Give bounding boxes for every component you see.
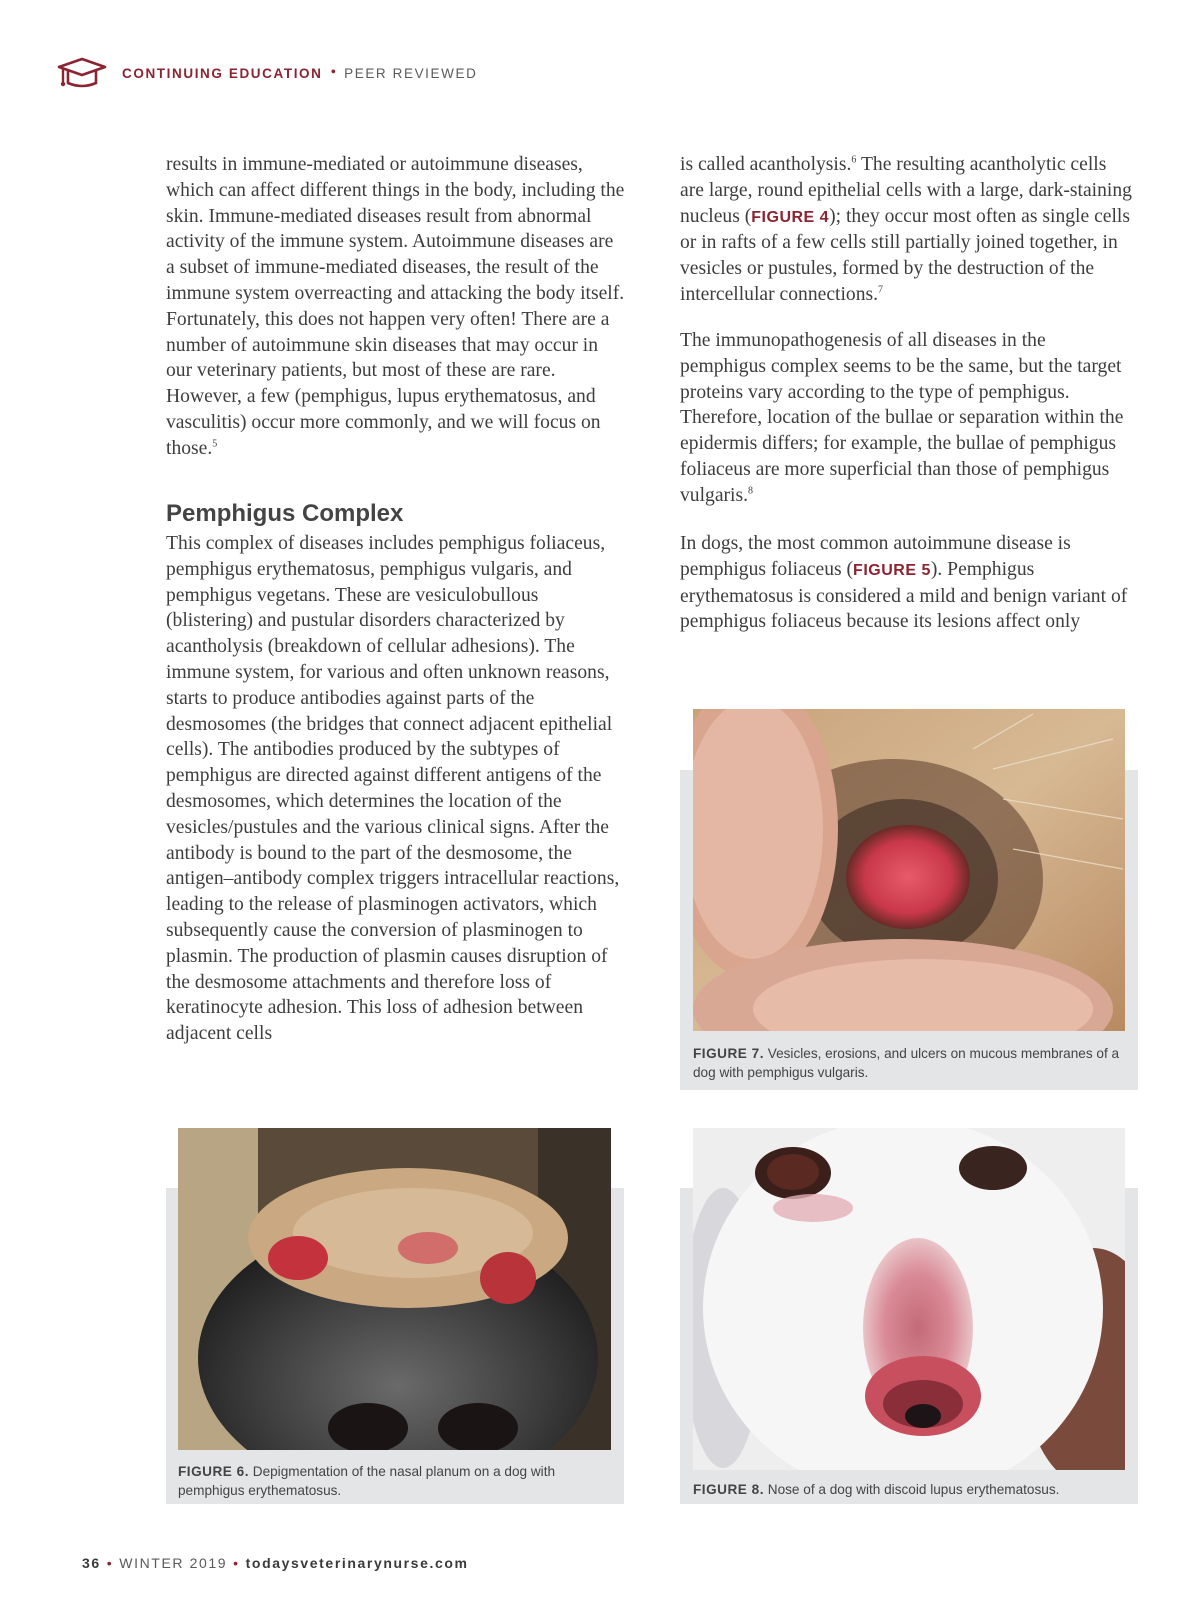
figure-8-caption: FIGURE 8. Nose of a dog with discoid lupus erythematosus. [693, 1482, 1060, 1497]
graduation-cap-icon [56, 56, 108, 90]
reference-8: 8 [748, 485, 754, 497]
dog-lip-lesion-image [693, 709, 1125, 1031]
page-number: 36 [82, 1555, 101, 1571]
footer-separator-2: • [233, 1555, 240, 1571]
figure-6-photo [178, 1128, 611, 1450]
reference-5: 5 [212, 438, 218, 450]
subsection-label: PEER REVIEWED [344, 65, 478, 81]
section-label: CONTINUING EDUCATION [122, 65, 323, 81]
foliaceus-paragraph: In dogs, the most common autoimmune disease is pemphigus foliaceus (FIGURE 5). Pemphigus erythematosus is considered a mild and benign variant of pemphigus foliaceus because its lesions affect only [680, 533, 1128, 633]
issue-label: WINTER 2019 [119, 1555, 228, 1571]
figure-8-label: FIGURE 8. [693, 1482, 764, 1497]
page-footer [82, 1555, 469, 1571]
reference-6: 6 [851, 154, 857, 166]
figure-5-reference[interactable]: FIGURE 5 [853, 561, 931, 579]
figure-6-caption: FIGURE 6. Depigmentation of the nasal planum on a dog with pemphigus erythematosus. [178, 1464, 556, 1498]
figure-4-reference[interactable]: FIGURE 4 [751, 208, 830, 226]
dog-face-lupus-image [693, 1128, 1125, 1470]
figure-6-label: FIGURE 6. [178, 1464, 249, 1479]
figure-8-photo [693, 1128, 1125, 1470]
figure-7-photo [693, 709, 1125, 1031]
website-link[interactable]: todaysveterinarynurse.com [245, 1555, 469, 1571]
header-separator: • [330, 64, 337, 81]
immunopathogenesis-paragraph: The immunopathogenesis of all diseases in the pemphigus complex seems to be the same, but the target proteins vary according to the type of pemphigus. Therefore, location of the bullae or separation within the epidermis differs; for example, the bullae of pemphigus foliaceus are more superficial than those of pemphigus vulgaris.$^8$ [680, 330, 1124, 506]
intro-paragraph: results in immune-mediated or autoimmune diseases, which can affect different things in the body, including the skin. Immune-mediated diseases result from abnormal activity of the immune system. Autoimmune diseases are a subset of immune-mediated diseases, the result of the immune system overreacting and attacking the body itself. Fortunately, this does not happen very often! There are a number of autoimmune skin diseases that may occur in our veterinary patients, but most of these are rare. However, a few (pemphigus, lupus erythematosus, and vasculitis) occur more commonly, and we will focus on those.$^5$ [166, 154, 625, 459]
figure-7-label: FIGURE 7. [693, 1046, 764, 1061]
reference-7: 7 [878, 284, 884, 296]
acantholysis-paragraph: is called acantholysis.$^6$ The resulting acantholytic cells are large, round epithelial cells with a large, dark-staining nucleus (FIGURE 4); they occur most often as single cells or in rafts of a few cells still partially joined together, in vesicles or pustules, formed by the destruction of the intercellular connections.$^7$ [680, 154, 1132, 305]
section-heading: Pemphigus Complex [166, 500, 404, 527]
footer-separator-1: • [106, 1555, 114, 1571]
dog-nose-depigmentation-image [178, 1128, 611, 1450]
figure-7-caption: FIGURE 7. Vesicles, erosions, and ulcers on mucous membranes of a dog with pemphigus vulgaris. [693, 1046, 1120, 1080]
page-header [56, 54, 477, 92]
pemphigus-paragraph: This complex of diseases includes pemphigus foliaceus, pemphigus erythematosus, pemphigus vulgaris, and pemphigus vegetans. These are vesiculobullous (blistering) and pustular disorders characterized by acantholysis (breakdown of cellular adhesions). The immune system, for various and often unknown reasons, starts to produce antibodies against parts of the desmosomes (the bridges that connect adjacent epithelial cells). The antibodies produced by the subtypes of pemphigus are directed against different antigens of the desmosomes, which determines the location of the vesicles/pustules and the various clinical signs. After the antibody is bound to the part of the desmosome, the antigen–antibody complex triggers intracellular reactions, leading to the release of plasminogen activators, which subsequently cause the conversion of plasminogen to plasmin. The production of plasmin causes disruption of the desmosome attachments and therefore loss of keratinocyte adhesion. This loss of adhesion between adjacent cells [166, 533, 620, 1045]
